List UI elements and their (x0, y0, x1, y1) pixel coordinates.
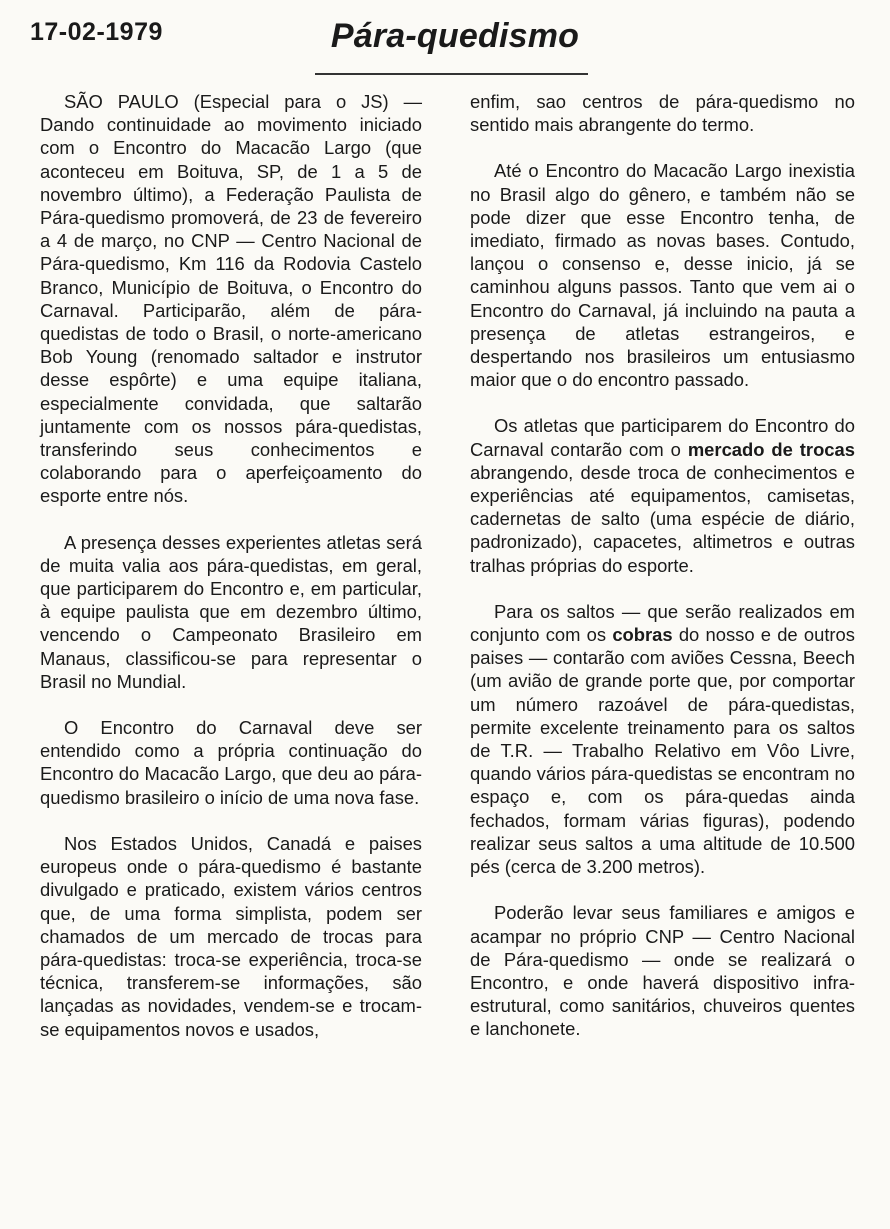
bold-term: cobras (612, 624, 673, 646)
paragraph: O Encontro do Carnaval deve ser entendido como a própria continuação do Encontro do Macacão Largo, que deu ao pára-quedismo brasileiro o início de uma nova fase. (40, 717, 422, 808)
paragraph: Para os saltos — que serão realizados em conjunto com os cobras do nosso e de outros paises — contarão com aviões Cessna, Beech (um avião de grande porte que, por comportar um número razoável de pára-quedistas, permite excelente treinamento para os saltos de T.R. — Trabalho Relativo em Vôo Livre, quando vários pára-quedistas se encontram no espaço e, com os pára-quedas ainda fechados, formam várias figuras), podendo realizar seus saltos a uma altitude de 10.500 pés (cerca de 3.200 metros). (470, 600, 855, 878)
title-rule (315, 73, 588, 75)
paragraph: enfim, sao centros de pára-quedismo no sentido mais abrangente do termo. (470, 91, 855, 136)
article-column-right (470, 90, 855, 1041)
paragraph: Nos Estados Unidos, Canadá e paises europeus onde o pára-quedismo é bastante divulgado e praticado, existem vários centros que, de uma forma simplista, podem ser chamados de um mercado de trocas para pára-quedistas: troca-se experiência, troca-se técnica, transferem-se informações, são lançadas as novidades, vendem-se e trocam-se equipamentos novos e usados, (40, 832, 422, 1040)
article-title: Pára-quedismo (330, 17, 580, 55)
clipping-date: 17-02-1979 (30, 18, 163, 46)
paragraph: Poderão levar seus familiares e amigos e acampar no próprio CNP — Centro Nacional de Pára-quedismo — onde se realizará o Encontro, e onde haverá dispositivo infra-estrutural, como sanitários, chuveiros quentes e lanchonete. (470, 902, 855, 1040)
paragraph: Os atletas que participarem do Encontro do Carnaval contarão com o mercado de trocas abrangendo, desde troca de conhecimentos e experiências até equipamentos, camisetas, cadernetas de salto (uma espécie de diário, padronizado), capacetes, altimetros e outras tralhas próprias do esporte. (470, 415, 855, 576)
paragraph: A presença desses experientes atletas será de muita valia aos pára-quedistas, em geral, que participarem do Encontro e, em particular, à equipe paulista que em dezembro último, vencendo o Campeonato Brasileiro em Manaus, classificou-se para representar o Brasil no Mundial. (40, 531, 422, 692)
paragraph: Até o Encontro do Macacão Largo inexistia no Brasil algo do gênero, e também não se pode dizer que esse Encontro tenha, de imediato, firmado as novas bases. Contudo, lançou o consenso e, desse inicio, já se caminhou alguns passos. Tanto que vem ai o Encontro do Carnaval, já incluindo na pauta a presença de atletas estrangeiros, e despertando nos brasileiros um entusiasmo maior que o do encontro passado. (470, 160, 855, 391)
bold-term: mercado de trocas (687, 438, 855, 460)
paragraph: SÃO PAULO (Especial para o JS) — Dando continuidade ao movimento iniciado com o Encontro do Macacão Largo (que aconteceu em Boituva, SP, de 1 a 5 de novembro último), a Federação Paulista de Pára-quedismo promoverá, de 23 de fevereiro a 4 de março, no CNP — Centro Nacional de Pára-quedismo, Km 116 da Rodovia Castelo Branco, Município de Boituva, o Encontro do Carnaval. Participarão, além de pára-quedistas de todo o Brasil, o norte-americano Bob Young (renomado saltador e instrutor desse espôrte) e uma equipe italiana, especialmente convidada, que saltarão juntamente com os nossos pára-quedistas, transferindo seus conhecimentos e colaborando para o aperfeiçoamento do esporte entre nós. (40, 91, 422, 507)
article-column-left (40, 90, 422, 1041)
